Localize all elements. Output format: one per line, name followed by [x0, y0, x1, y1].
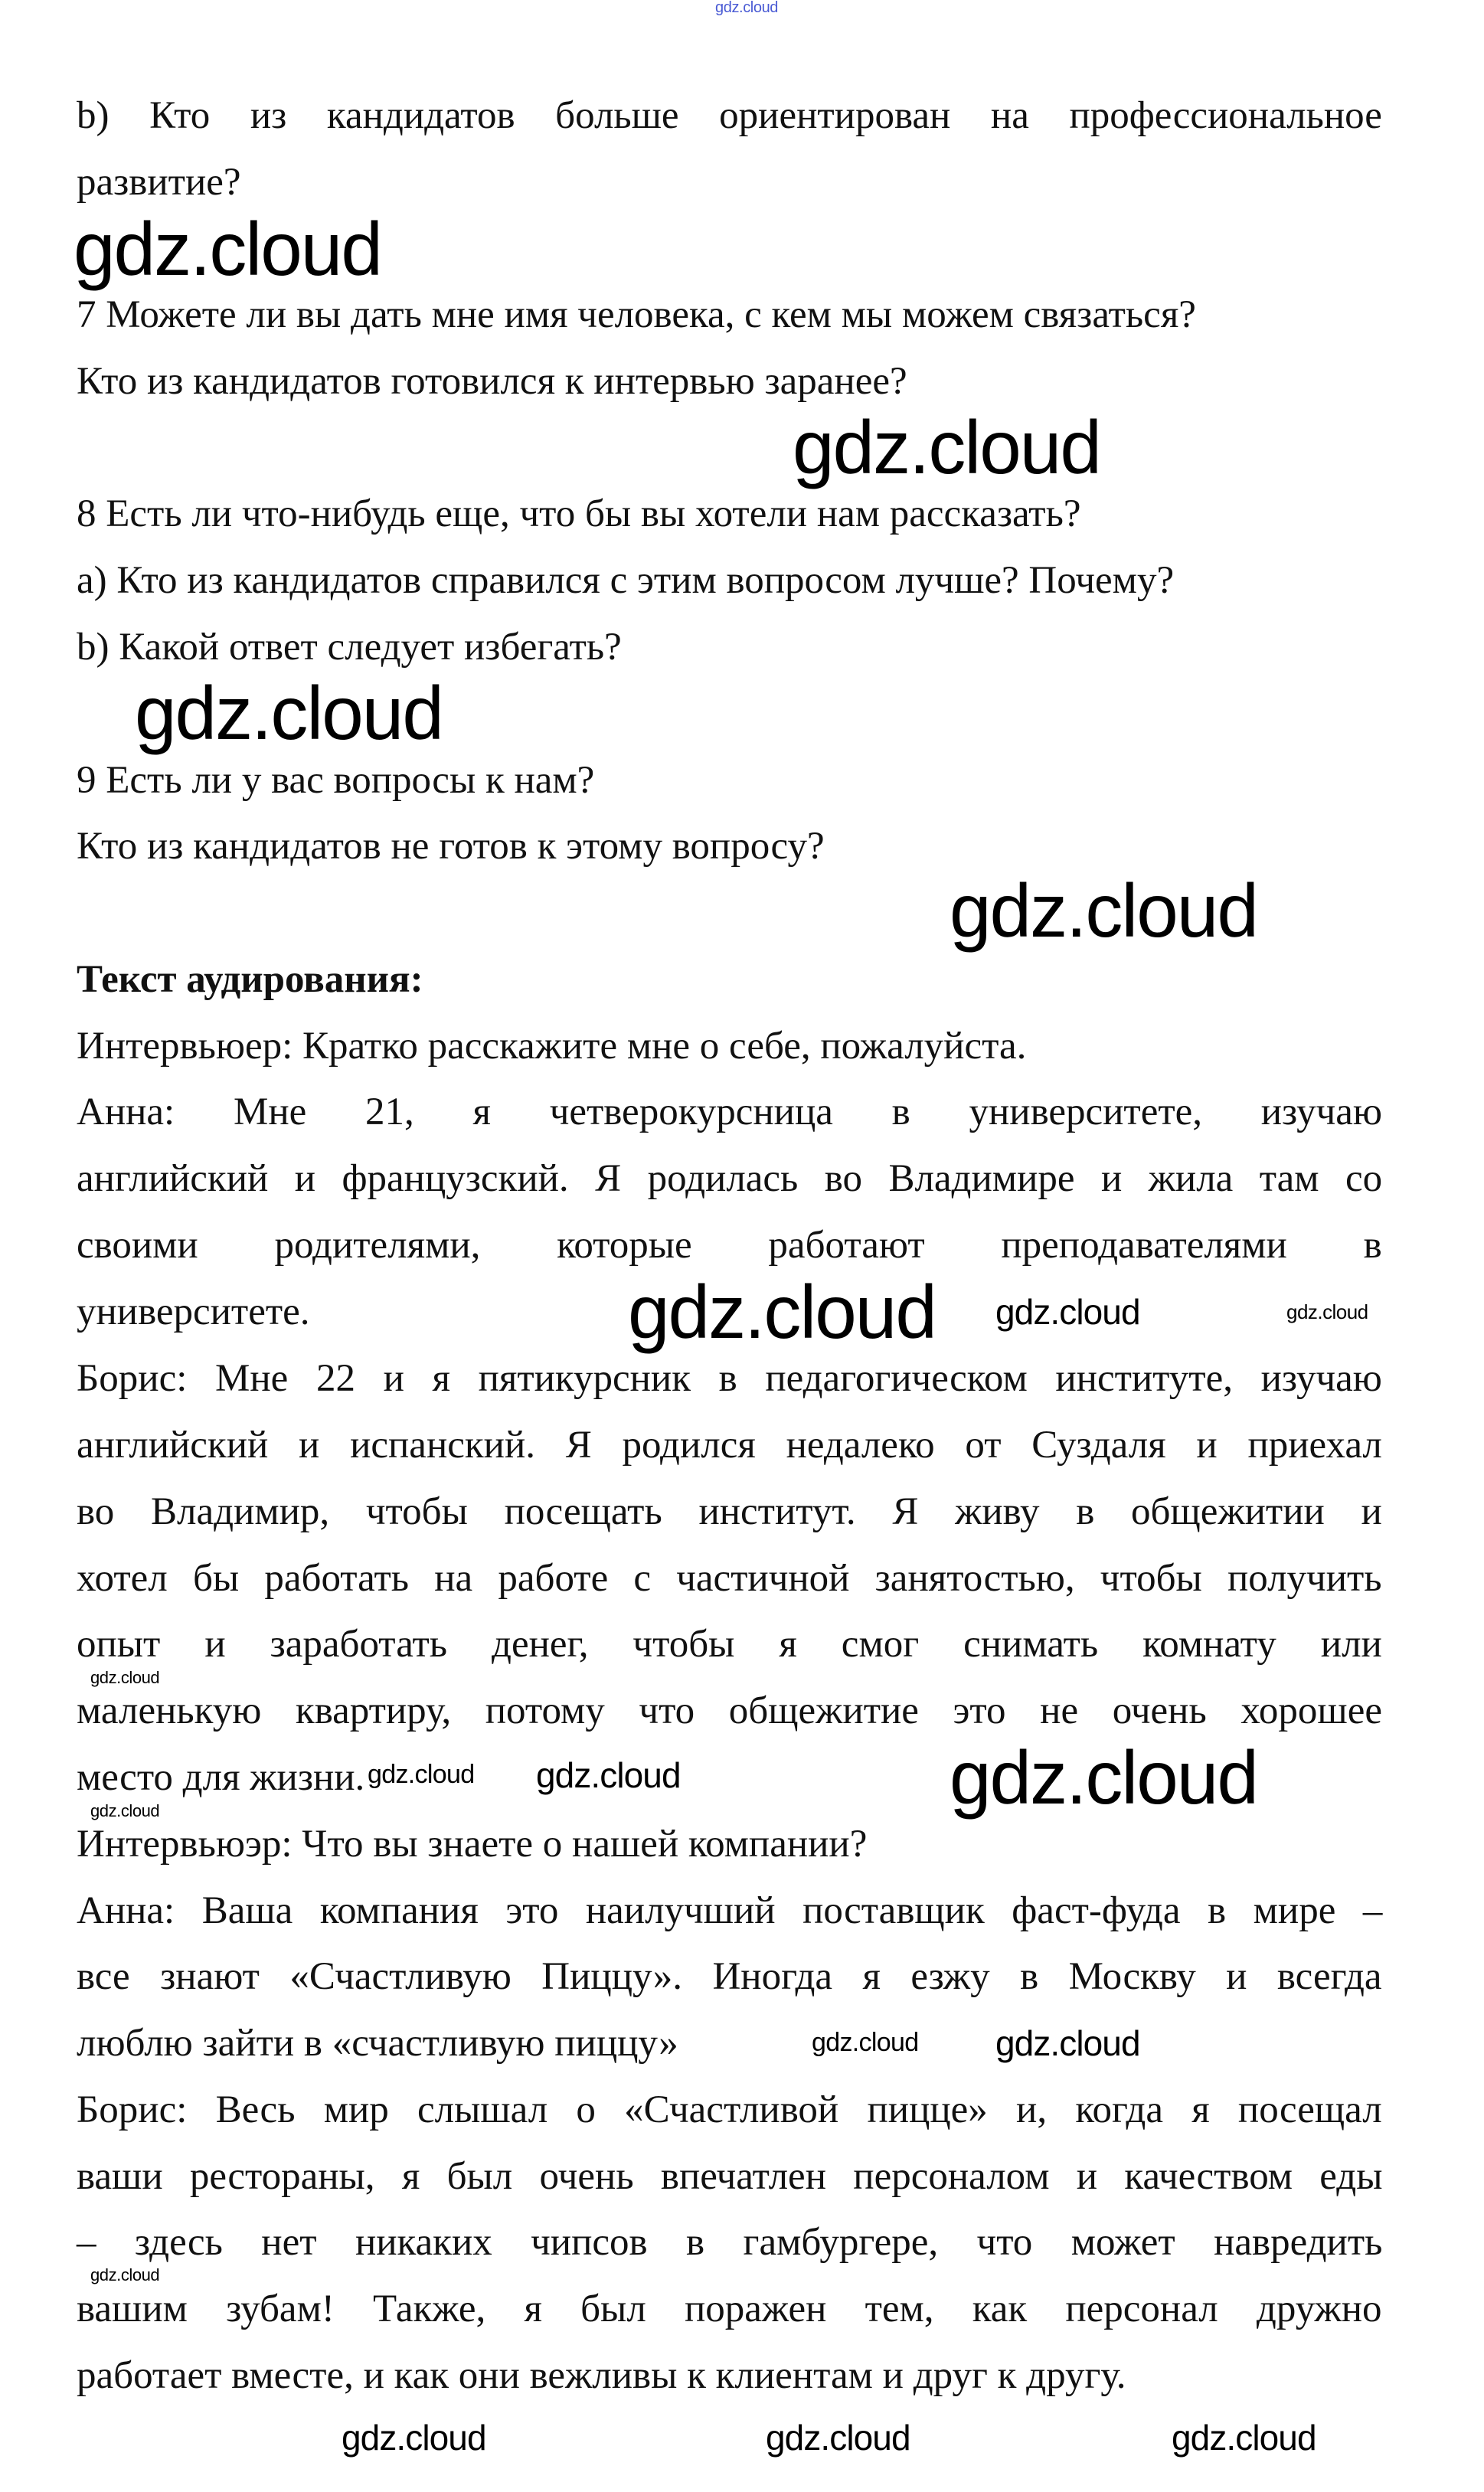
text-line: – здесь нет никаких чипсов в гамбургере, что может навредить [77, 2221, 1383, 2264]
watermark: gdz.cloud [74, 207, 381, 291]
text-line: маленькую квартиру, потому что общежитие это не очень хорошее [77, 1689, 1382, 1732]
text-line: английский и французский. Я родилась во Владимире и жила там со [77, 1157, 1383, 1200]
watermark: gdz.cloud [950, 1735, 1257, 1820]
text-line: 7 Можете ли вы дать мне имя человека, с кем мы можем связаться? [77, 293, 1196, 336]
text-line: английский и испанский. Я родился недалеко от Суздаля и приехал [77, 1424, 1382, 1467]
text-line: развитие? [77, 161, 241, 204]
text-line: Борис: Мне 22 и я пятикурсник в педагогическом институте, изучаю [77, 1357, 1382, 1400]
text-line: ваши рестораны, я был очень впечатлен персоналом и качеством еды [77, 2155, 1383, 2198]
text-line: Анна: Мне 21, я четверокурсница в университете, изучаю [77, 1091, 1383, 1133]
text-line: университете. [77, 1290, 310, 1333]
section-heading: Текст аудирования: [77, 958, 423, 1001]
watermark: gdz.cloud [950, 868, 1257, 953]
watermark: gdz.cloud [793, 405, 1100, 489]
text-line: работает вместе, и как они вежливы к клиентам и друг к другу. [77, 2354, 1126, 2397]
watermark: gdz.cloud [995, 2023, 1140, 2063]
text-line: Борис: Весь мир слышал о «Счастливой пицце» и, когда я посещал [77, 2088, 1382, 2131]
text-line: все знают «Счастливую Пиццу». Иногда я езжу в Москву и всегда [77, 1955, 1382, 1998]
watermark: gdz.cloud [135, 671, 443, 755]
text-line: b) Какой ответ следует избегать? [77, 626, 622, 669]
watermark: gdz.cloud [715, 0, 779, 16]
watermark: gdz.cloud [536, 1755, 681, 1795]
text-line: люблю зайти в «счастливую пиццу» [77, 2022, 678, 2065]
watermark: gdz.cloud [1286, 1300, 1368, 1323]
watermark: gdz.cloud [368, 1760, 475, 1789]
text-line: своими родителями, которые работают преподавателями в [77, 1224, 1382, 1267]
watermark: gdz.cloud [342, 2418, 486, 2458]
text-line: Кто из кандидатов не готов к этому вопросу? [77, 825, 825, 868]
text-line: вашим зубам! Также, я был поражен тем, как персонал дружно [77, 2288, 1382, 2330]
watermark: gdz.cloud [90, 1668, 160, 1687]
text-line: b) Кто из кандидатов больше ориентирован на профессиональное [77, 94, 1382, 137]
text-line: Интервьюер: Кратко расскажите мне о себе, пожалуйста. [77, 1025, 1027, 1068]
watermark: gdz.cloud [90, 1801, 160, 1820]
text-line: Интервьюэр: Что вы знаете о нашей компании? [77, 1823, 868, 1866]
text-line: 8 Есть ли что-нибудь еще, что бы вы хотели нам рассказать? [77, 492, 1081, 535]
watermark: gdz.cloud [90, 2265, 160, 2284]
text-line: Кто из кандидатов готовился к интервью заранее? [77, 360, 907, 403]
text-line: во Владимир, чтобы посещать институт. Я живу в общежитии и [77, 1490, 1382, 1533]
watermark: gdz.cloud [812, 2028, 919, 2057]
text-line: Анна: Ваша компания это наилучший поставщик фаст-фуда в мире – [77, 1889, 1383, 1932]
text-line: 9 Есть ли у вас вопросы к нам? [77, 759, 595, 802]
watermark: gdz.cloud [766, 2418, 910, 2458]
watermark: gdz.cloud [628, 1270, 936, 1354]
text-line: хотел бы работать на работе с частичной занятостью, чтобы получить [77, 1557, 1382, 1600]
watermark: gdz.cloud [995, 1292, 1140, 1332]
text-line: опыт и заработать денег, чтобы я смог снимать комнату или [77, 1623, 1382, 1666]
watermark: gdz.cloud [1172, 2418, 1316, 2458]
text-line: место для жизни. [77, 1756, 365, 1799]
text-line: a) Кто из кандидатов справился с этим вопросом лучше? Почему? [77, 559, 1175, 602]
